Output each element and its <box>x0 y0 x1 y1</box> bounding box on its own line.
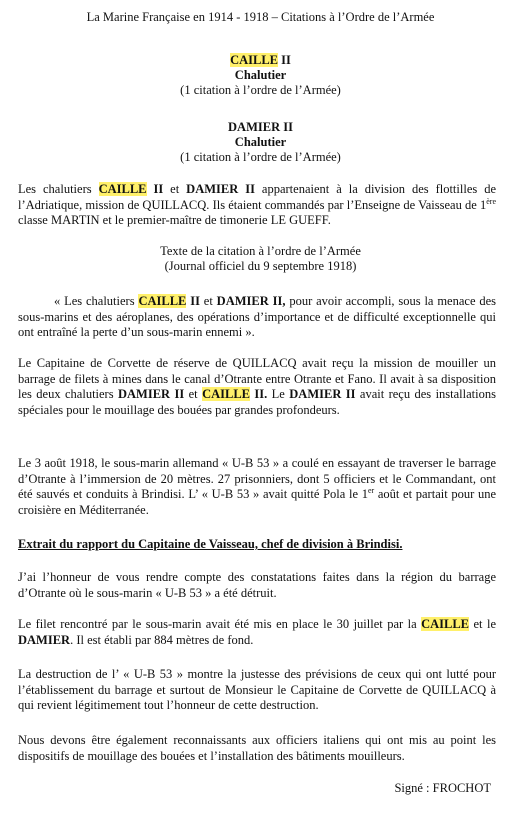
text: Le 3 août 1918, le sous-marin allemand « U-B 53 » a coulé en essayant de traverser le barrage d’Otrante à l’immersion de 20 mètres. 27 prisonniers, dont 5 officiers et le Commandant, ont été sauvés et conduits à Brindisi. L’ « U-B 53 » avait quitté Pola le 1 <box>18 456 496 501</box>
text-bold: DAMIER II, <box>216 294 286 308</box>
paragraph-report-1: J’ai l’honneur de vous rendre compte des constatations faites dans la région du barrage d’Otrante où le sous-marin « U-B 53 » a été détruit. <box>18 570 496 600</box>
ship1-name-highlight: CAILLE <box>230 53 279 67</box>
text-bold: DAMIER II <box>118 387 185 401</box>
text-bold: II <box>186 294 200 308</box>
text-bold: II. <box>250 387 268 401</box>
text: appartenaient à la division des flottilles de l’Adriatique, mission de QUILLACQ. Ils étaient commandés par l’Enseigne de Vaisseau de 1 <box>18 182 496 212</box>
citation-heading-source: (Journal officiel du 9 septembre 1918) <box>164 259 357 273</box>
caille-highlight: CAILLE <box>202 387 250 401</box>
ship1-citation: (1 citation à l’ordre de l’Armée) <box>180 83 341 97</box>
text: et <box>163 182 187 196</box>
paragraph-sinking <box>18 456 496 518</box>
ship2-type: Chalutier <box>234 135 287 149</box>
page-header: La Marine Française en 1914 - 1918 – Citations à l’Ordre de l’Armée <box>86 10 435 24</box>
paragraph-report-4: Nous devons être également reconnaissants aux officiers italiens qui ont mis au point les dispositifs de mouillage des bouées et l’installation des bâtiments mouilleurs. <box>18 733 496 763</box>
paragraph-report-2 <box>18 617 496 648</box>
superscript: er <box>367 485 375 495</box>
paragraph-citation <box>18 294 496 341</box>
ship2-name: DAMIER II <box>228 120 293 134</box>
text: Le Capitaine de Corvette de réserve de QUILLACQ avait reçu la mission de mouiller un barrage de filets à mines dans le canal d’Otrante entre Otrante et Fano. Il avait à sa disposition les deux chalutiers <box>18 356 496 401</box>
report-title: Extrait du rapport du Capitaine de Vaisseau, chef de division à Brindisi. <box>18 537 403 551</box>
signature: Signé : FROCHOT <box>394 781 491 795</box>
superscript: ère <box>486 196 496 206</box>
text-bold: II <box>146 182 164 196</box>
citation-heading-title: Texte de la citation à l’ordre de l’Armée <box>160 244 361 258</box>
caille-highlight: CAILLE <box>421 617 470 631</box>
text: et le <box>469 617 496 631</box>
ship2-heading <box>0 120 521 165</box>
ship2-citation: (1 citation à l’ordre de l’Armée) <box>180 150 341 164</box>
text: pour avoir accompli, sous la menace des sous-marins et des aéroplanes, des opérations d’importance et de difficulté exceptionnelle qui ont entraîné la perte d’un sous-marin ennemi ». <box>18 294 497 339</box>
text: Les chalutiers <box>18 182 99 196</box>
citation-heading <box>0 244 521 274</box>
text: Le <box>267 387 290 401</box>
text-bold: DAMIER <box>18 632 71 647</box>
paragraph-mission <box>18 356 496 418</box>
caille-highlight: CAILLE <box>98 182 147 196</box>
text: classe MARTIN et le premier-maître de timonerie LE GUEFF. <box>18 213 331 227</box>
text-bold: DAMIER II <box>289 387 356 401</box>
ship1-heading <box>0 53 521 98</box>
text: avait reçu des installations spéciales pour le mouillage des bouées par grandes profondeurs. <box>18 387 496 417</box>
caille-highlight: CAILLE <box>138 294 187 308</box>
text-bold: DAMIER II <box>186 182 255 196</box>
paragraph-report-3: La destruction de l’ « U-B 53 » montre la justesse des prévisions de ceux qui ont lutté pour l’établissement du barrage et surtout de Monsieur le Capitaine de Corvette de QUILLACQ à qui revient légitimement tout l’honneur de cette destruction. <box>18 667 496 712</box>
text: Le filet rencontré par le sous-marin avait été mis en place le 30 juillet par la <box>18 617 422 631</box>
ship1-name <box>0 53 521 68</box>
text: et <box>184 387 203 401</box>
text: . Il est établi par 884 mètres de fond. <box>70 632 254 647</box>
ship1-name-suffix: II <box>278 53 291 67</box>
ship1-type: Chalutier <box>234 68 287 82</box>
paragraph-intro <box>18 182 496 229</box>
text: août et partait pour une croisière en Méditerranée. <box>18 487 497 517</box>
text: « Les chalutiers <box>54 294 139 308</box>
text: et <box>199 294 217 308</box>
